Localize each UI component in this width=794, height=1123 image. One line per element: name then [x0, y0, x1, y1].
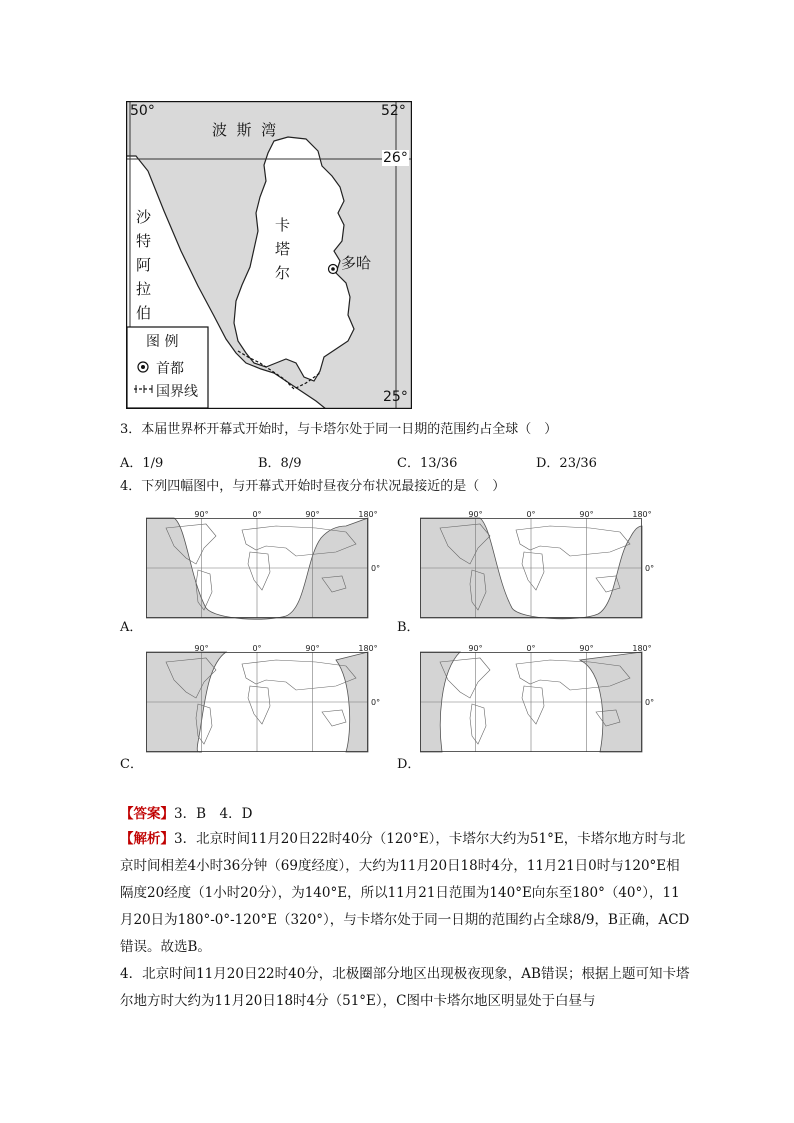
longitude-tick-label: 90°	[305, 644, 320, 653]
longitude-tick-label: 90°	[468, 510, 483, 519]
longitude-tick-label: 180°	[632, 510, 652, 519]
longitude-tick-label: 180°	[632, 644, 652, 653]
equator-label: 0°	[371, 564, 381, 573]
longitude-tick-label: 0°	[526, 644, 536, 653]
q3-option-a[interactable]: A．1/9	[120, 456, 164, 471]
analysis-tag: 【解析】	[120, 831, 174, 847]
longitude-tick-label: 90°	[579, 644, 594, 653]
daynight-map-b	[420, 510, 664, 632]
doha-label: 多哈	[341, 254, 372, 272]
longitude-tick-label: 180°	[358, 644, 378, 653]
longitude-tick-label: 90°	[194, 644, 209, 653]
legend-border: 国界线	[156, 384, 198, 400]
q4-option-b[interactable]: B．	[397, 620, 420, 635]
equator-label: 0°	[645, 564, 655, 573]
q3-option-d[interactable]: D．23/36	[536, 456, 597, 471]
legend-title: 图 例	[146, 334, 179, 350]
saudi-char: 特	[136, 232, 152, 250]
equator-label: 0°	[371, 698, 381, 707]
q3-stem: 3．本届世界杯开幕式开始时，与卡塔尔处于同一日期的范围约占全球（ ）	[120, 422, 558, 437]
q3-option-b[interactable]: B．8/9	[258, 456, 302, 471]
daynight-map-svg	[420, 644, 664, 766]
longitude-tick-label: 90°	[468, 644, 483, 653]
longitude-tick-label: 0°	[526, 510, 536, 519]
saudi-char: 沙	[136, 208, 152, 226]
q4-option-a[interactable]: A．	[120, 620, 143, 635]
q4-stem: 4．下列四幅图中，与开幕式开始时昼夜分布状况最接近的是（ ）	[120, 479, 506, 494]
daynight-map-svg	[146, 510, 390, 632]
daynight-map-a	[146, 510, 390, 632]
answer-line	[120, 802, 252, 822]
daynight-map-svg	[420, 510, 664, 632]
qatar-map	[126, 101, 412, 409]
daynight-map-d	[420, 644, 664, 766]
saudi-char: 拉	[136, 280, 152, 298]
daynight-map-svg	[146, 644, 390, 766]
qatar-char: 卡	[275, 216, 291, 234]
longitude-tick-label: 90°	[305, 510, 320, 519]
equator-label: 0°	[645, 698, 655, 707]
longitude-tick-label: 180°	[358, 510, 378, 519]
q3-option-c[interactable]: C．13/36	[397, 456, 458, 471]
lat-label-bottom: 25°	[383, 389, 408, 405]
longitude-tick-label: 0°	[252, 644, 262, 653]
longitude-tick-label: 90°	[194, 510, 209, 519]
lat-label-top: 26°	[383, 150, 408, 166]
q4-option-c[interactable]: C．	[120, 757, 143, 772]
longitude-tick-label: 0°	[252, 510, 262, 519]
analysis-para-2: 4．北京时间11月20日22时40分，北极圈部分地区出现极夜现象，AB错误；根据上题可知卡塔尔地方时大约为11月20日18时4分（51°E），C图中卡塔尔地区明显处于白昼与	[120, 966, 690, 1009]
longitude-tick-label: 90°	[579, 510, 594, 519]
saudi-char: 伯	[136, 304, 152, 322]
capital-marker	[329, 265, 338, 274]
answer-tag: 【答案】	[120, 806, 174, 822]
analysis-text-1: 3．北京时间11月20日22时40分（120°E），卡塔尔大约为51°E，卡塔尔地方时与北京时间相差4小时36分钟（69度经度），大约为11月20日18时4分，11月21日0时与120°E相隔度20经度（1小时20分），为140°E，所以11月21日范围为140°E向东至180°（40°），11月20日为180°-0°-120°E（320°），与卡塔尔处于同一日期的范围约占全球8/9，B正确，ACD错误。故选B。	[120, 831, 690, 955]
gulf-label: 波 斯 湾	[212, 121, 277, 139]
lon-label-left: 50°	[130, 103, 155, 119]
saudi-label	[136, 205, 156, 325]
qatar-char: 尔	[275, 264, 291, 282]
lon-label-right: 52°	[381, 103, 406, 119]
qatar-char: 塔	[275, 240, 291, 258]
qatar-label	[275, 213, 295, 285]
saudi-char: 阿	[136, 256, 152, 274]
answer-text: 3．B 4．D	[174, 806, 253, 822]
q4-option-d[interactable]: D．	[397, 757, 421, 772]
daynight-map-c	[146, 644, 390, 766]
analysis-para-1	[120, 826, 690, 961]
legend-capital: 首都	[156, 361, 184, 377]
